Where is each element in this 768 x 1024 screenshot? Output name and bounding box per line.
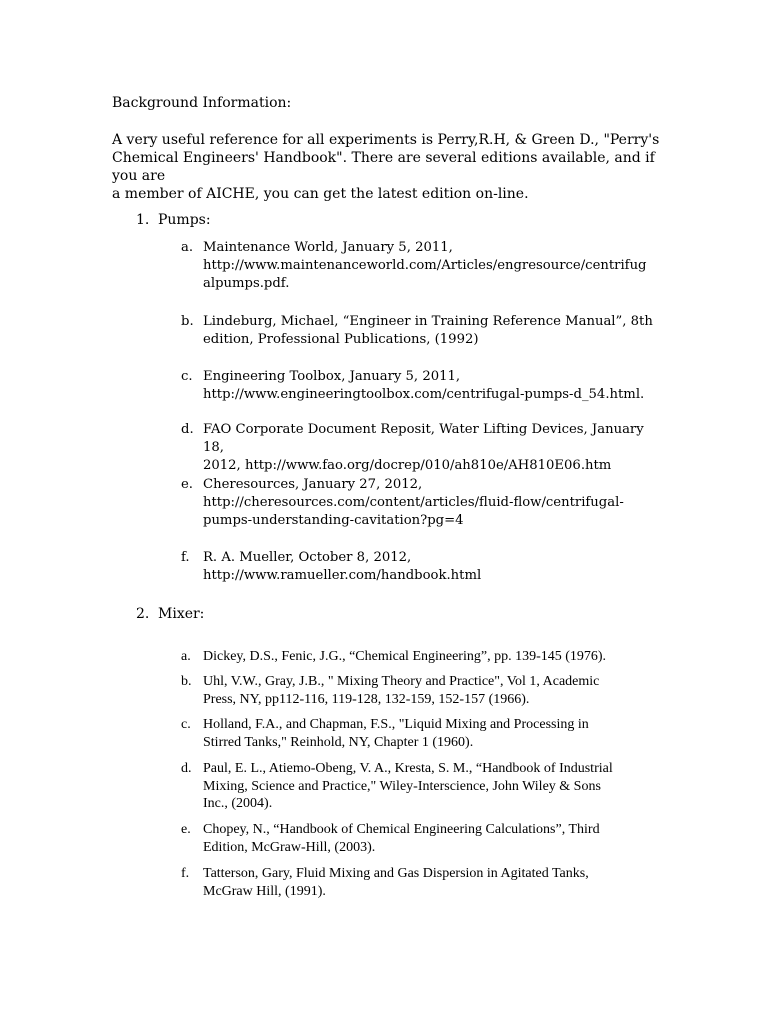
reference-line: Lindeburg, Michael, “Engineer in Training Reference Manual”, 8th — [203, 314, 653, 329]
item-letter: f. — [181, 866, 190, 881]
item-letter: e. — [181, 822, 191, 837]
reference-item — [181, 421, 661, 475]
reference-line: Dickey, D.S., Fenic, J.G., “Chemical Engineering”, pp. 139-145 (1976). — [203, 649, 607, 664]
reference-line: pumps-understanding-cavitation?pg=4 — [203, 513, 464, 528]
section-number: 1. — [136, 212, 150, 228]
reference-line: Mixing, Science and Practice," Wiley-Interscience, John Wiley & Sons — [203, 778, 601, 794]
reference-item — [181, 821, 661, 856]
reference-item — [181, 476, 661, 530]
reference-line: http://www.engineeringtoolbox.com/centrifugal-pumps-d_54.html. — [203, 387, 645, 402]
reference-line: R. A. Mueller, October 8, 2012, — [203, 550, 412, 565]
reference-line: FAO Corporate Document Reposit, Water Lifting Devices, January 18, — [203, 422, 644, 455]
item-letter: c. — [181, 717, 191, 732]
reference-line: alpumps.pdf. — [203, 276, 290, 291]
item-letter: a. — [181, 240, 194, 255]
intro-line: A very useful reference for all experiments is Perry,R.H, & Green D., "Perry's — [112, 132, 660, 148]
item-letter: d. — [181, 422, 194, 437]
reference-line: Tatterson, Gary, Fluid Mixing and Gas Dispersion in Agitated Tanks, — [203, 866, 589, 881]
reference-item — [181, 239, 661, 293]
reference-line: Maintenance World, January 5, 2011, — [203, 240, 453, 255]
section-title: Mixer: — [158, 606, 205, 622]
intro-line: Chemical Engineers' Handbook". There are several editions available, and if you are — [112, 150, 655, 184]
reference-line: Uhl, V.W., Gray, J.B., " Mixing Theory and Practice", Vol 1, Academic — [203, 674, 600, 689]
section-number: 2. — [136, 606, 150, 622]
reference-item — [181, 673, 661, 708]
item-letter: d. — [181, 761, 192, 776]
reference-line: http://www.ramueller.com/handbook.html — [203, 568, 482, 583]
reference-item — [181, 368, 661, 404]
reference-line: Stirred Tanks," Reinhold, NY, Chapter 1 (1960). — [203, 734, 474, 750]
reference-item — [181, 549, 661, 585]
item-letter: f. — [181, 550, 190, 565]
background-heading: Background Information: — [112, 95, 292, 111]
reference-line: Cheresources, January 27, 2012, — [203, 477, 423, 492]
reference-line: Press, NY, pp112-116, 119-128, 132-159, 152-157 (1966). — [203, 691, 530, 707]
reference-line: Holland, F.A., and Chapman, F.S., "Liquid Mixing and Processing in — [203, 717, 589, 732]
section-mixer-title — [136, 605, 204, 623]
item-letter: e. — [181, 477, 193, 492]
reference-line: McGraw Hill, (1991). — [203, 883, 326, 899]
reference-item — [181, 865, 661, 900]
intro-paragraph — [112, 131, 672, 203]
reference-item — [181, 648, 661, 666]
reference-line: http://www.maintenanceworld.com/Articles/engresource/centrifug — [203, 258, 647, 273]
item-letter: c. — [181, 369, 193, 384]
reference-item — [181, 716, 661, 751]
item-letter: a. — [181, 649, 191, 664]
section-title: Pumps: — [158, 212, 211, 228]
reference-line: Engineering Toolbox, January 5, 2011, — [203, 369, 461, 384]
reference-line: edition, Professional Publications, (1992) — [203, 332, 479, 347]
item-letter: b. — [181, 314, 194, 329]
reference-line: Paul, E. L., Atiemo-Obeng, V. A., Kresta, S. M., “Handbook of Industrial — [203, 761, 613, 776]
reference-line: Chopey, N., “Handbook of Chemical Engineering Calculations”, Third — [203, 822, 600, 837]
intro-line: a member of AICHE, you can get the latest edition on-line. — [112, 186, 529, 202]
reference-line: http://cheresources.com/content/articles/fluid-flow/centrifugal- — [203, 495, 624, 510]
reference-item — [181, 760, 661, 813]
reference-line: 2012, http://www.fao.org/docrep/010/ah810e/AH810E06.htm — [203, 458, 612, 473]
reference-item — [181, 313, 661, 349]
reference-line: Edition, McGraw-Hill, (2003). — [203, 839, 376, 855]
reference-line: Inc., (2004). — [203, 796, 273, 811]
item-letter: b. — [181, 674, 192, 689]
section-pumps-title — [136, 211, 211, 229]
